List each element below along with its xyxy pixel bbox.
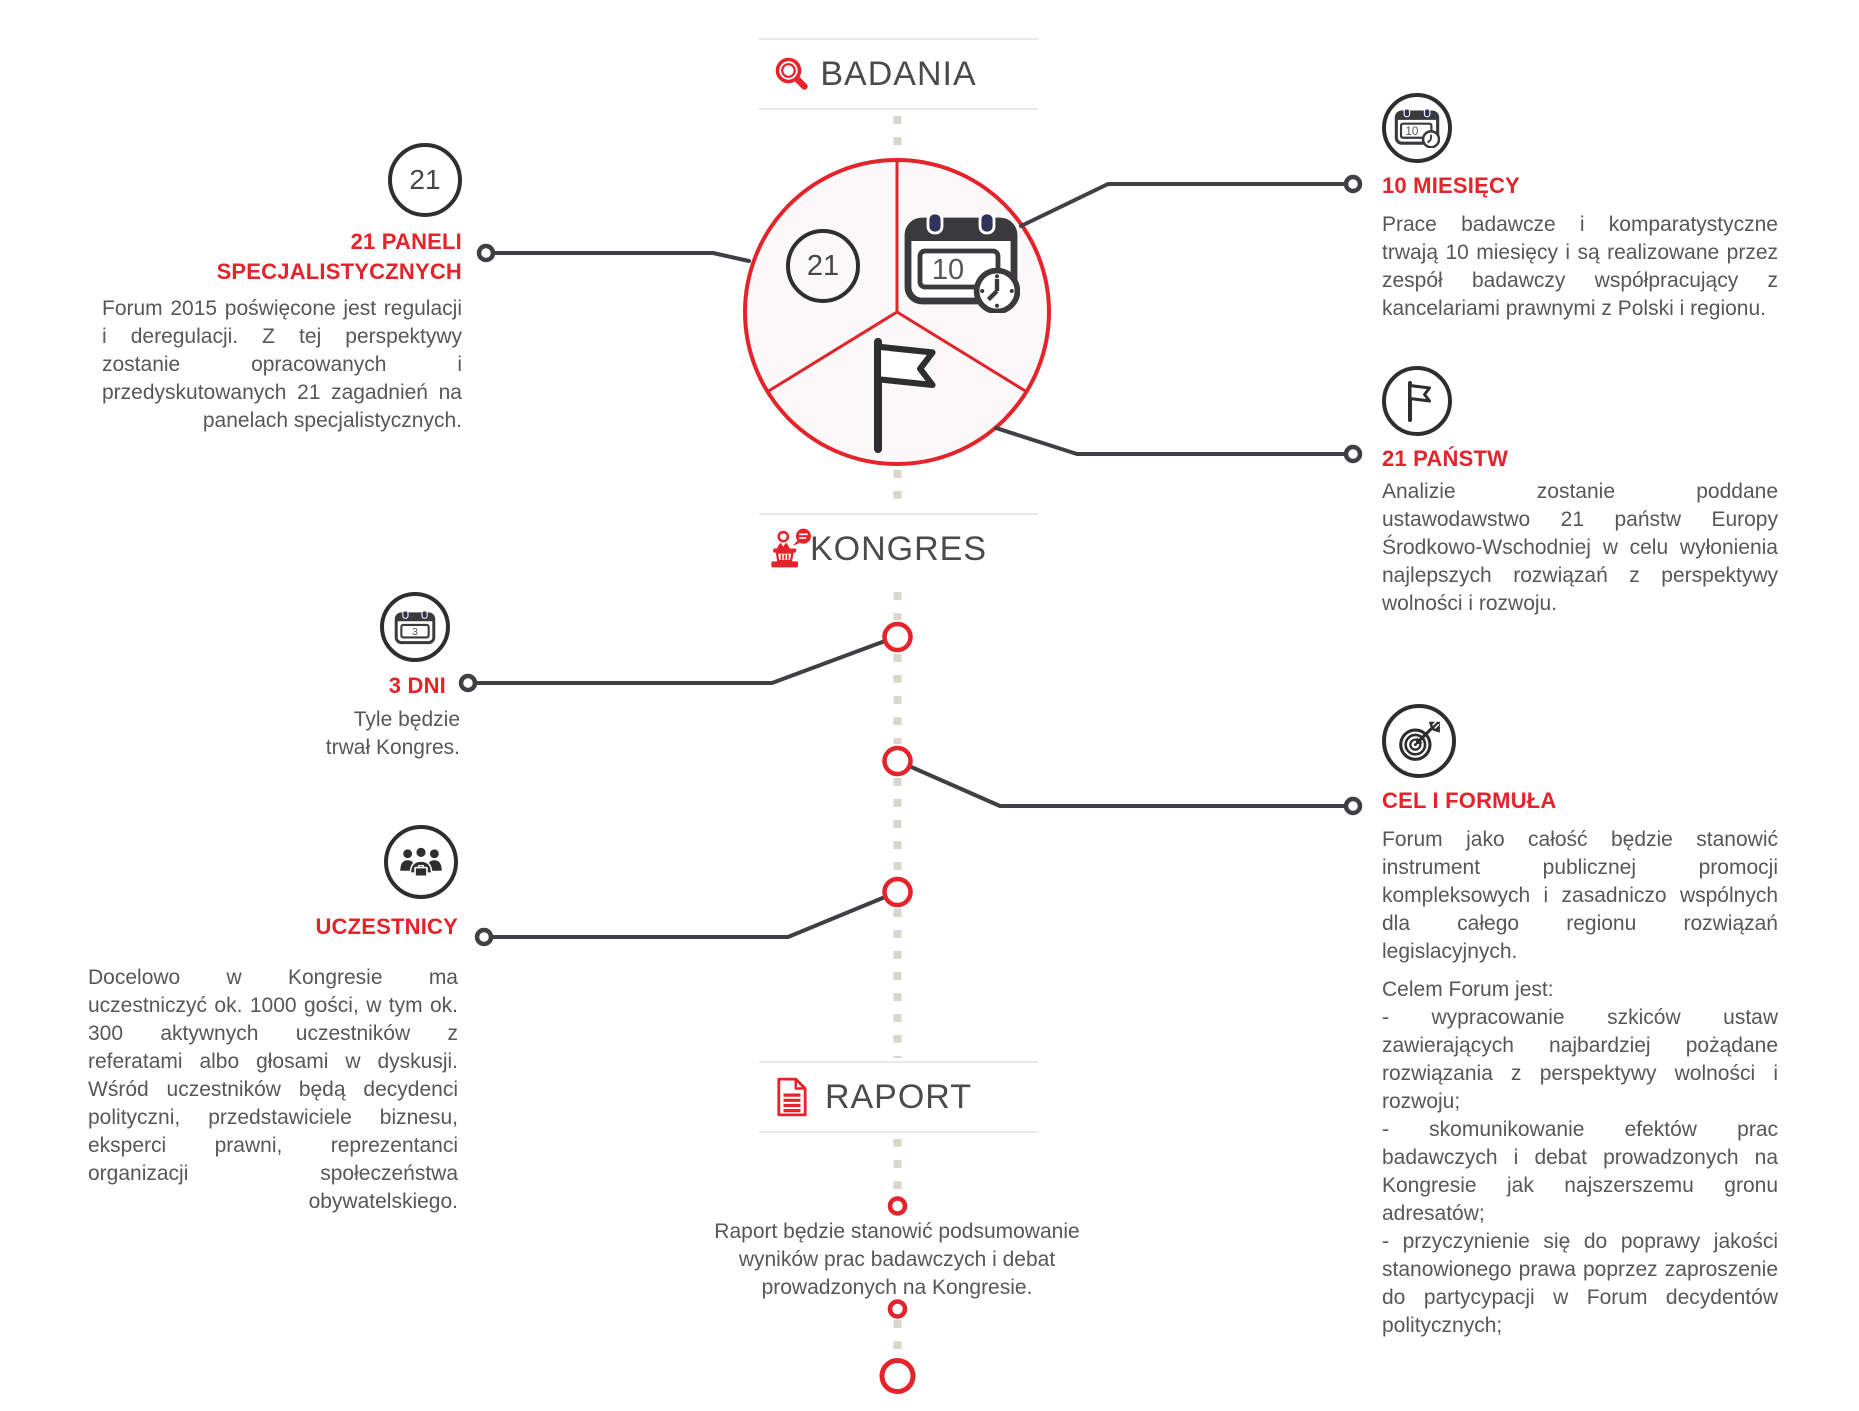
raport-description: Raport będzie stanowić podsumowanie wyników prac badawczych i debat prowadzonych na Kongresie. <box>714 1220 1080 1299</box>
callout-miesiace-body: Prace badawcze i komparatystyczne trwają 10 miesięcy i są realizowane przez zespół badawczy współpracujący z kancelariami prawnymi z Polski i regionu. <box>1382 213 1778 320</box>
section-title-kongres: KONGRES <box>809 529 988 568</box>
callout-dni-heading: 3 DNI <box>388 673 446 698</box>
calendar-3-icon <box>380 592 450 662</box>
callout-miesiace <box>1382 93 1778 323</box>
central-calendar-number: 10 <box>931 254 965 286</box>
callout-panele-body: Forum 2015 poświęcone jest regulacji i deregulacji. Z tej perspektywy zostanie opracowanych i przedyskutowanych 21 zagadnień na panelach specjalistycznych. <box>102 297 462 432</box>
central-21-badge: 21 <box>786 229 860 303</box>
calendar-clock-icon <box>902 211 1020 318</box>
callout-cel-heading: CEL I FORMUŁA <box>1382 788 1557 813</box>
section-title-badania: BADANIA <box>820 54 977 93</box>
callout-miesiace-heading: 10 MIESIĘCY <box>1382 173 1520 198</box>
section-title-raport: RAPORT <box>824 1077 973 1116</box>
section-header-raport <box>759 1061 1038 1133</box>
flag-icon <box>856 338 944 458</box>
callout-panstwa-body: Analizie zostanie poddane ustawodawstwo 21 państw Europy Środkowo-Wschodniej w celu wyłonienia najlepszych rozwiązań z perspektywy wolności i rozwoju. <box>1382 480 1778 615</box>
section-header-badania <box>759 38 1038 110</box>
callout-cel-goal-2: - skomunikowanie efektów prac badawczych i debat prowadzonych na Kongresie jak najszerszemu gronu adresatów; <box>1382 1118 1778 1225</box>
section-header-kongres <box>759 513 1038 585</box>
dni-calendar-number: 3 <box>412 626 418 638</box>
callout-cel-goal-3: - przyczynienie się do poprawy jakości stanowionego prawa poprzez zaproszenie do partycypacji w Forum decydentów politycznych; <box>1382 1230 1778 1337</box>
callout-cel <box>1382 704 1778 1340</box>
callout-cel-goal-1: - wypracowanie szkiców ustaw zawierających najbardziej pożądane rozwiązania z perspektywy wolności i rozwoju; <box>1382 1006 1778 1113</box>
calendar-clock-badge-icon <box>1382 93 1452 163</box>
callout-panstwa <box>1382 366 1778 618</box>
callout-panstwa-heading: 21 PAŃSTW <box>1382 446 1509 471</box>
callout-cel-goals-label: Celem Forum jest: <box>1382 978 1554 1001</box>
callout-uczestnicy-body: Docelowo w Kongresie ma uczestniczyć ok. 1000 gości, w tym ok. 300 aktywnych uczestników z referatami albo głosami w dyskusji. Wśród uczestników będą decydenci polityczni, przedstawiciele biznesu, eksperci prawni, reprezentanci organizacji społeczeństwa obywatelskiego. <box>88 966 458 1213</box>
callout-uczestnicy-heading: UCZESTNICY <box>315 914 458 939</box>
callout-dni-body: Tyle będzie trwał Kongres. <box>325 708 460 759</box>
miesiace-calendar-number: 10 <box>1405 125 1419 139</box>
flag-badge-icon <box>1382 366 1452 436</box>
callout-uczestnicy <box>88 825 458 1216</box>
target-dart-icon <box>1382 704 1456 778</box>
callout-dni <box>96 592 460 762</box>
callout-cel-intro: Forum jako całość będzie stanowić instrument publicznej promocji kompleksowych i zasadniczo wspólnych dla całego regionu rozwiązań legislacyjnych. <box>1382 828 1778 963</box>
circle-21-icon: 21 <box>388 143 462 217</box>
people-group-icon <box>384 825 458 899</box>
callout-panele <box>102 143 462 435</box>
callout-panele-heading: 21 PANELI SPECJALISTYCZNYCH <box>216 229 462 284</box>
